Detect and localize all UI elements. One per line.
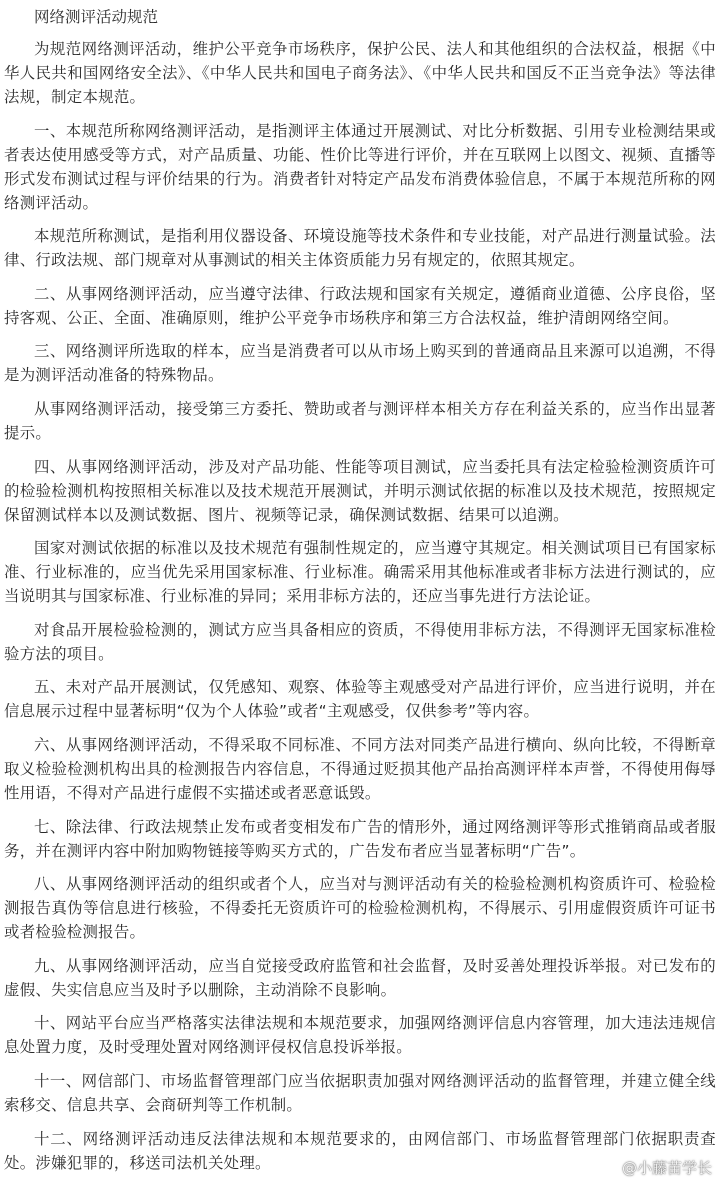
paragraph-article-8: 八、从事网络测评活动的组织或者个人，应当对与测评活动有关的检验检测机构资质许可、检验检测报告真伪等信息进行核验，不得委托无资质许可的检验检测机构，不得展示、引用虚假资质许可证书或者检验检测报告。 bbox=[4, 875, 716, 942]
paragraph-article-5: 五、未对产品开展测试，仅凭感知、观察、体验等主观感受对产品进行评价，应当进行说明，并在信息展示过程中显著标明“仅为个人体验”或者“主观感受，仅供参考”等内容。 bbox=[4, 678, 716, 721]
paragraph-article-1: 一、本规范所称网络测评活动，是指测评主体通过开展测试、对比分析数据、引用专业检测结果或者表达使用感受等方式，对产品质量、功能、性价比等进行评价，并在互联网上以图文、视频、直播等形式发布测试过程与评价结果的行为。消费者针对特定产品发布消费体验信息，不属于本规范所称的网络测评活动。 bbox=[4, 121, 716, 212]
paragraph-article-6: 六、从事网络测评活动，不得采取不同标准、不同方法对同类产品进行横向、纵向比较，不得断章取义检验检测机构出具的检测报告内容信息，不得通过贬损其他产品抬高测评样本声誉，不得使用侮辱性用语，不得对产品进行虚假不实描述或者恶意诋毁。 bbox=[4, 735, 716, 802]
paragraph-article-11: 十一、网信部门、市场监督管理部门应当依据职责加强对网络测评活动的监督管理，并建立健全线索移交、信息共享、会商研判等工作机制。 bbox=[4, 1071, 716, 1114]
weibo-logo-icon bbox=[598, 1159, 618, 1176]
paragraph-article-12: 十二、网络测评活动违反法律法规和本规范要求的，由网信部门、市场监督管理部门依据职责查处。涉嫌犯罪的，移送司法机关处理。 bbox=[4, 1129, 716, 1172]
paragraph-article-1-testing: 本规范所称测试，是指利用仪器设备、环境设施等技术条件和专业技能，对产品进行测量试验。法律、行政法规、部门规章对从事测试的相关主体资质能力另有规定的，依照其规定。 bbox=[4, 227, 716, 270]
watermark-text: @小藤苗学长 bbox=[621, 1159, 712, 1177]
paragraph-article-3: 三、网络测评所选取的样本，应当是消费者可以从市场上购买到的普通商品且来源可以追溯，不得是为测评活动准备的特殊物品。 bbox=[4, 342, 716, 385]
document-body bbox=[4, 37, 716, 1184]
paragraph-article-2: 二、从事网络测评活动，应当遵守法律、行政法规和国家有关规定，遵循商业道德、公序良俗，坚持客观、公正、全面、准确原则，维护公平竞争市场秩序和第三方合法权益，维护清朗网络空间。 bbox=[4, 284, 716, 327]
paragraph-article-10: 十、网站平台应当严格落实法律法规和本规范要求，加强网络测评信息内容管理，加大违法违规信息处置力度，及时受理处置对网络测评侵权信息投诉举报。 bbox=[4, 1014, 716, 1057]
paragraph-article-7: 七、除法律、行政法规禁止发布或者变相发布广告的情形外，通过网络测评等形式推销商品或者服务，并在测评内容中附加购物链接等购买方式的，广告发布者应当显著标明“广告”。 bbox=[4, 817, 716, 860]
watermark bbox=[598, 1157, 712, 1178]
paragraph-preamble: 为规范网络测评活动，维护公平竞争市场秩序，保护公民、法人和其他组织的合法权益，根据《中华人民共和国网络安全法》、《中华人民共和国电子商务法》、《中华人民共和国反不正当竞争法》等法律法规，制定本规范。 bbox=[4, 40, 716, 106]
paragraph-article-4-food: 对食品开展检验检测的，测试方应当具备相应的资质，不得使用非标方法，不得测评无国家标准检验方法的项目。 bbox=[4, 620, 716, 663]
paragraph-article-9: 九、从事网络测评活动，应当自觉接受政府监管和社会监督，及时妥善处理投诉举报。对已发布的虚假、失实信息应当及时予以删除，主动消除不良影响。 bbox=[4, 956, 716, 999]
paragraph-article-3-disclosure: 从事网络测评活动，接受第三方委托、赞助或者与测评样本相关方存在利益关系的，应当作出显著提示。 bbox=[4, 399, 716, 442]
document-title: 网络测评活动规范 bbox=[34, 8, 159, 26]
paragraph-article-4-standards: 国家对测试依据的标准以及技术规范有强制性规定的，应当遵守其规定。相关测试项目已有国家标准、行业标准的，应当优先采用国家标准、行业标准。确需采用其他标准或者非标方法进行测试的，应当说明其与国家标准、行业标准的异同；采用非标方法的，还应当事先进行方法论证。 bbox=[4, 539, 716, 606]
paragraph-article-4: 四、从事网络测评活动，涉及对产品功能、性能等项目测试，应当委托具有法定检验检测资质许可的检验检测机构按照相关标准以及技术规范开展测试，并明示测试依据的标准以及技术规范，按照规定保留测试样本以及测试数据、图片、视频等记录，确保测试数据、结果可以追溯。 bbox=[4, 457, 716, 524]
